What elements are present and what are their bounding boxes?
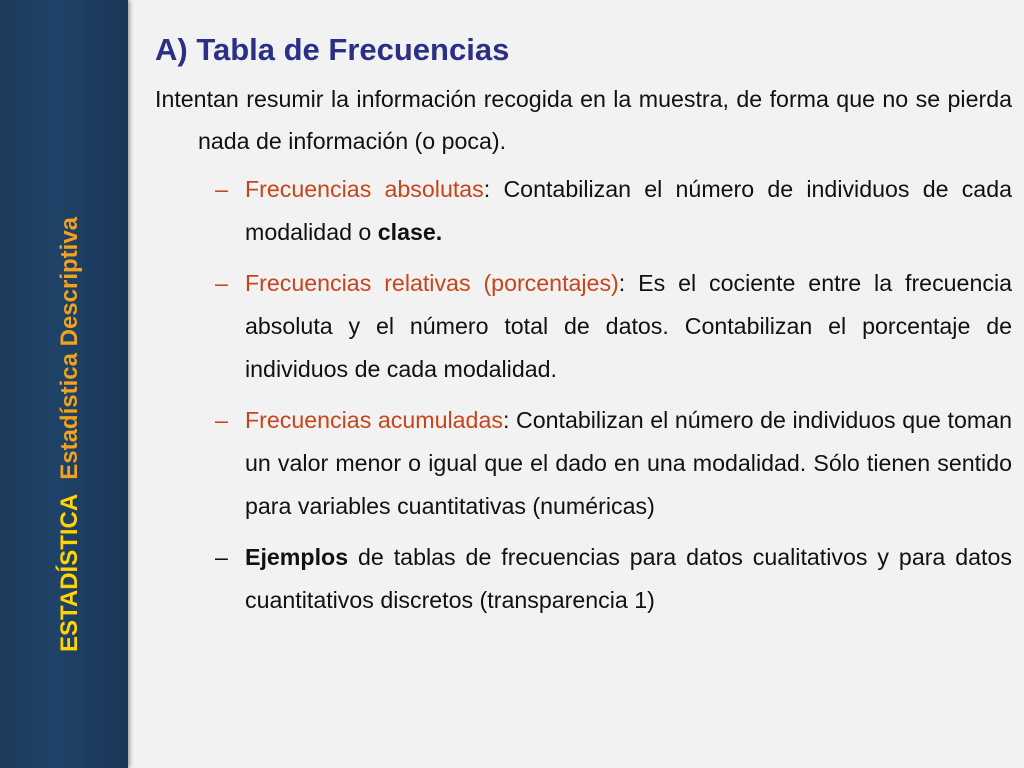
dash-bullet: – <box>215 407 228 433</box>
term-relative-frequencies: Frecuencias relativas (porcentajes) <box>245 270 619 296</box>
sidebar <box>0 0 128 768</box>
term-absolute-frequencies: Frecuencias absolutas <box>245 176 484 202</box>
slide-title: A) Tabla de Frecuencias <box>155 32 510 67</box>
intro-paragraph: Intentan resumir la información recogida en la muestra, de forma que no se pierda nada de información (o poca). <box>155 86 1012 154</box>
item-text: : Es el cociente entre la frecuencia absoluta y el número total de datos. Contabilizan el porcentaje de individuos de cada modalidad. <box>245 270 1012 382</box>
bold-text-clase: clase. <box>377 219 443 245</box>
item-text: de tablas de frecuencias para datos cualitativos y para datos cuantitativos discretos (transparencia 1) <box>245 544 1012 613</box>
bold-text-ejemplos: Ejemplos <box>245 544 349 570</box>
list-item-absolute-frequencies <box>155 168 1012 254</box>
dash-bullet: – <box>215 544 228 570</box>
term-cumulative-frequencies: Frecuencias acumuladas <box>245 407 503 433</box>
item-text: : Contabilizan el número de individuos de cada modalidad o <box>245 176 1012 245</box>
list-item-relative-frequencies <box>155 262 1012 391</box>
sidebar-main-label: ESTADÍSTICA <box>56 493 83 652</box>
item-text: : Contabilizan el número de individuos que toman un valor menor o igual que el dado en una modalidad. Sólo tienen sentido para variables cuantitativas (numéricas) <box>245 407 1012 519</box>
sidebar-sub-label: Estadística Descriptiva <box>56 216 83 480</box>
dash-bullet: – <box>215 270 228 296</box>
sidebar-vertical-label <box>58 217 82 652</box>
slide-content <box>155 30 1012 630</box>
list-item-examples <box>155 536 1012 622</box>
list-item-cumulative-frequencies <box>155 399 1012 528</box>
dash-bullet: – <box>215 176 228 202</box>
bullet-list <box>155 168 1012 622</box>
